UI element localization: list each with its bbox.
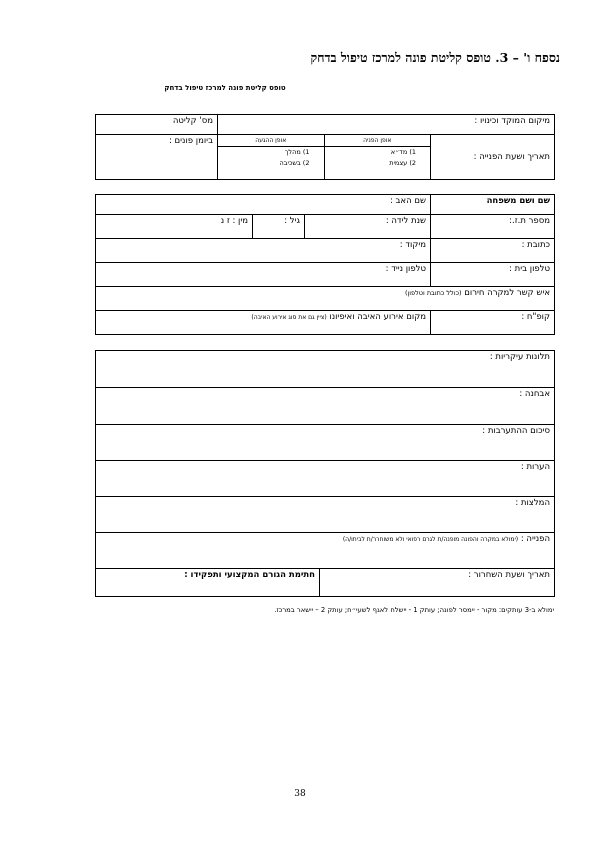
log-field[interactable]: [96, 135, 218, 180]
referral-mode-header: אופן הפניה: [325, 135, 431, 147]
location-label: מיקום המוקד וכינויו :: [474, 116, 550, 126]
intervention-summary-field[interactable]: [96, 425, 555, 461]
hmo-label: קופ"ח :: [521, 312, 551, 322]
intake-number-label: מס' קליטה: [172, 116, 213, 126]
date-time-field[interactable]: [431, 135, 555, 180]
age-label: גיל :: [284, 216, 301, 226]
arrival-mode-header: אופן ההגעה: [218, 135, 324, 147]
referral-option-2[interactable]: 2) עצמית: [389, 159, 416, 167]
date-time-label: תאריך ושעת הפנייה :: [473, 151, 550, 162]
recommendations-label: המלצות :: [515, 498, 551, 508]
copies-note: ימולא ב-3 עותקים: מקור - יימסר לפונה; עותק 1 - יישלח לאגף לשעי״ח; עותק 2 – יישאר במרכז.: [274, 606, 554, 614]
log-label: ביומן פונים :: [168, 136, 213, 146]
id-number-label: מספר ת.ז.:: [509, 216, 551, 226]
home-phone-label: טלפון בית :: [509, 264, 551, 274]
intake-header-table: [95, 114, 555, 180]
event-location-field[interactable]: [96, 311, 431, 335]
sex-field[interactable]: [96, 215, 253, 239]
complaints-field[interactable]: [96, 351, 555, 388]
emergency-contact-label: איש קשר למקרה חירום: [464, 288, 551, 298]
form-subtitle: טופס קליטת פונה למרכז טיפול בדחק: [164, 84, 286, 92]
address-field[interactable]: [431, 239, 555, 263]
referral-mode-group: [324, 135, 431, 179]
event-location-note: (ציין גם את סוג אירוע האיבה): [251, 314, 327, 321]
address-label: כתובת :: [521, 240, 551, 250]
mobile-phone-field[interactable]: [96, 263, 431, 287]
referral-note: (ימולא במקרה והפונה מופנה/ת לגרם רפואי ולא משוחרר/ת לביתו/ה): [342, 536, 519, 543]
intervention-summary-label: סיכום ההתערבות :: [482, 426, 551, 436]
father-name-label: שם האב :: [389, 196, 427, 206]
signature-label: חתימת הגורם המקצועי ותפקידו :: [184, 570, 316, 580]
discharge-field[interactable]: [320, 569, 555, 597]
location-field[interactable]: [218, 115, 555, 135]
referral-label: הפנייה :: [520, 534, 551, 544]
notes-label: הערות :: [520, 462, 551, 472]
sex-label: מין : ז נ: [220, 216, 249, 226]
notes-field[interactable]: [96, 461, 555, 497]
diagnosis-label: אבחנה :: [519, 389, 551, 399]
intake-number-field[interactable]: [96, 115, 218, 135]
id-number-field[interactable]: [431, 215, 555, 239]
arrival-option-1[interactable]: 1) מהלך: [284, 148, 310, 156]
age-field[interactable]: [253, 215, 305, 239]
signature-field[interactable]: [96, 569, 320, 597]
hmo-field[interactable]: [431, 311, 555, 335]
home-phone-field[interactable]: [431, 263, 555, 287]
emergency-contact-field[interactable]: [96, 287, 555, 311]
arrival-option-2[interactable]: 2) בשכיבה: [279, 159, 310, 167]
discharge-label: תאריך ושעת השחרור :: [468, 570, 551, 580]
diagnosis-field[interactable]: [96, 388, 555, 425]
zip-label: מיקוד :: [399, 240, 427, 250]
birth-year-label: שנת לידה :: [385, 216, 427, 226]
birth-year-field[interactable]: [305, 215, 431, 239]
page-number: 38: [294, 789, 306, 799]
personal-details-table: [95, 194, 555, 335]
treatment-summary-table: [95, 350, 555, 597]
full-name-label: שם ושם משפחה: [486, 196, 551, 206]
modes-cell: [218, 135, 431, 180]
arrival-mode-group: [218, 135, 324, 179]
recommendations-field[interactable]: [96, 497, 555, 533]
referral-option-1[interactable]: 1) מד״א: [390, 148, 416, 156]
father-name-field[interactable]: [96, 195, 431, 215]
emergency-contact-note: (כולל כתובת וטלפון): [404, 289, 462, 297]
complaints-label: תלונות עיקריות :: [489, 352, 551, 362]
event-location-label: מקום אירוע האיבה ואיפיונו: [329, 312, 427, 322]
full-name-field[interactable]: [431, 195, 555, 215]
zip-field[interactable]: [96, 239, 431, 263]
mobile-phone-label: טלפון נייד :: [385, 264, 427, 274]
referral-field[interactable]: [96, 533, 555, 569]
page-title: נספח ו' – 3. טופס קליטת פונה למרכז טיפול בדחק: [310, 50, 560, 65]
